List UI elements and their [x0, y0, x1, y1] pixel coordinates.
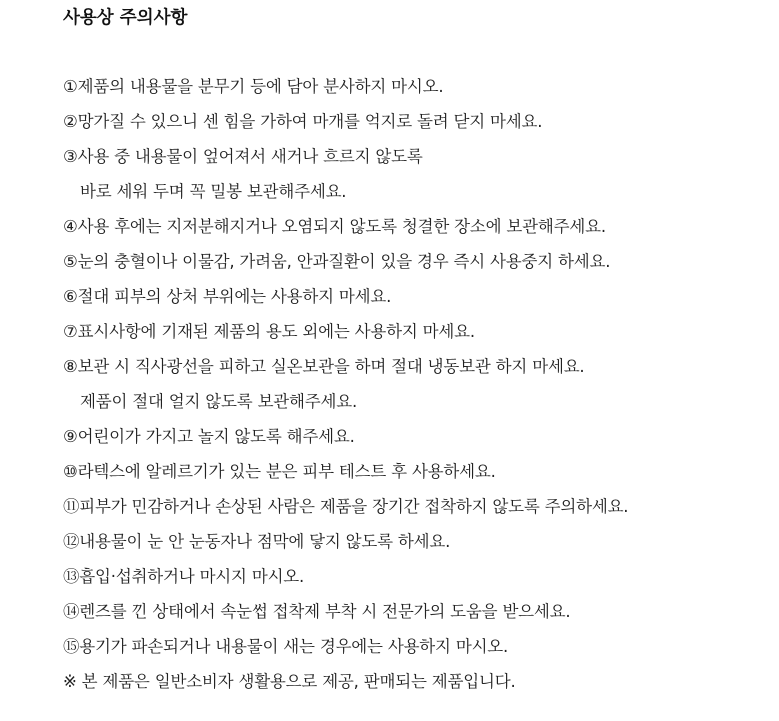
precaution-line: ⑨어린이가 가지고 놀지 않도록 해주세요. [63, 427, 355, 446]
precaution-line: ①제품의 내용물을 분무기 등에 담아 분사하지 마시오. [63, 77, 444, 96]
precaution-line-continuation: 바로 세워 두며 꼭 밀봉 보관해주세요. [80, 182, 347, 201]
precaution-line: ④사용 후에는 지저분해지거나 오염되지 않도록 청결한 장소에 보관해주세요. [63, 217, 606, 236]
precaution-line: ⑪피부가 민감하거나 손상된 사람은 제품을 장기간 접착하지 않도록 주의하세요. [63, 497, 629, 516]
precaution-line: ②망가질 수 있으니 센 힘을 가하여 마개를 억지로 돌려 닫지 마세요. [63, 112, 543, 131]
precaution-line: ⑩라텍스에 알레르기가 있는 분은 피부 테스트 후 사용하세요. [63, 462, 496, 481]
precaution-list [63, 73, 768, 703]
precaution-line: ⑬흡입·섭취하거나 마시지 마시오. [63, 567, 305, 586]
precaution-line: ⑫내용물이 눈 안 눈동자나 점막에 닿지 않도록 하세요. [63, 532, 451, 551]
precaution-line: ③사용 중 내용물이 엎어져서 새거나 흐르지 않도록 [63, 147, 423, 166]
precaution-line: ⑧보관 시 직사광선을 피하고 실온보관을 하며 절대 냉동보관 하지 마세요. [63, 357, 585, 376]
precaution-line: ⑦표시사항에 기재된 제품의 용도 외에는 사용하지 마세요. [63, 322, 475, 341]
precaution-line: ⑮용기가 파손되거나 내용물이 새는 경우에는 사용하지 마시오. [63, 637, 509, 656]
precaution-line: ⑭렌즈를 낀 상태에서 속눈썹 접착제 부착 시 전문가의 도움을 받으세요. [63, 602, 571, 621]
page-title: 사용상 주의사항 [63, 8, 188, 28]
precaution-line: ⑤눈의 충혈이나 이물감, 가려움, 안과질환이 있을 경우 즉시 사용중지 하세요. [63, 252, 611, 271]
precaution-line-continuation: 제품이 절대 얼지 않도록 보관해주세요. [80, 392, 358, 411]
precaution-line: ⑥절대 피부의 상처 부위에는 사용하지 마세요. [63, 287, 392, 306]
precaution-line: ※ 본 제품은 일반소비자 생활용으로 제공, 판매되는 제품입니다. [63, 672, 516, 691]
